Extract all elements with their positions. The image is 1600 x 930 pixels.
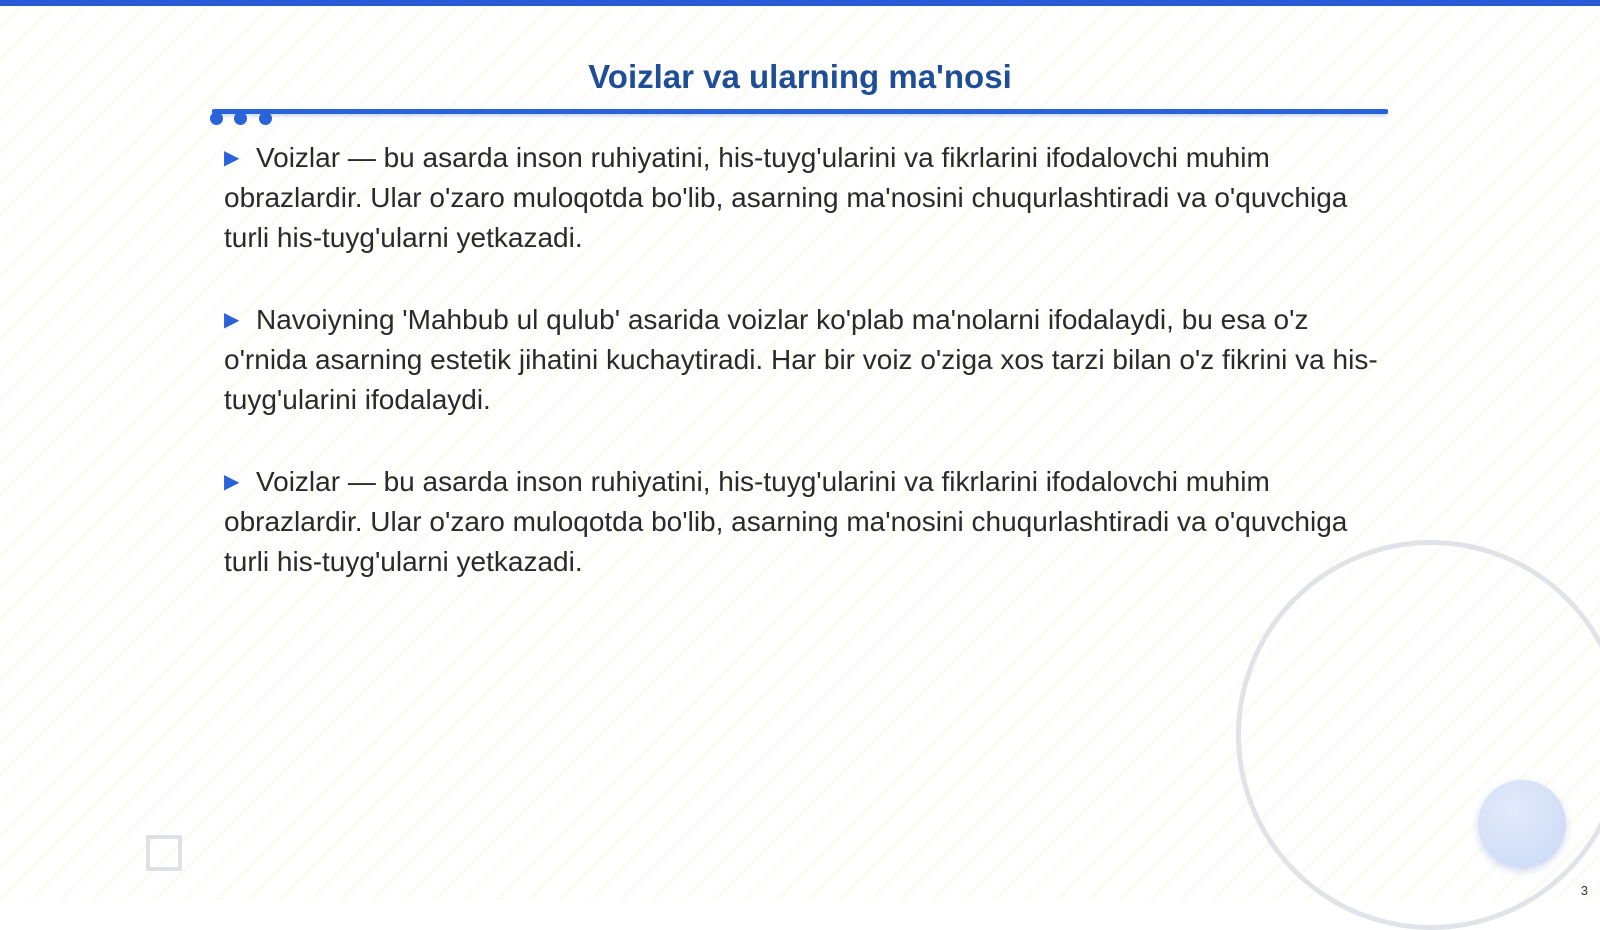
top-accent-bar — [0, 0, 1600, 6]
title-underline — [212, 109, 1388, 114]
triangle-right-icon: ▶ — [224, 471, 240, 493]
bullet-paragraph — [224, 138, 1384, 258]
slide-content — [224, 138, 1384, 624]
triangle-right-icon: ▶ — [224, 147, 240, 169]
underline-dot — [234, 112, 247, 125]
slide-title: Voizlar va ularning ma'nosi — [588, 58, 1012, 95]
underline-dot — [259, 112, 272, 125]
paragraph-text: Voizlar — bu asarda inson ruhiyatini, his-tuyg'ularini va fikrlarini ifodalovchi muhim obrazlardir. Ular o'zaro muloqotda bo'lib, asarning ma'nosini chuqurlashtiradi va o'quvchiga turli his-tuyg'ularni yetkazadi. — [224, 142, 1348, 253]
decorative-circle — [1478, 780, 1566, 868]
page-number: 3 — [1580, 883, 1588, 898]
paragraph-text: Voizlar — bu asarda inson ruhiyatini, his-tuyg'ularini va fikrlarini ifodalovchi muhim obrazlardir. Ular o'zaro muloqotda bo'lib, asarning ma'nosini chuqurlashtiradi va o'quvchiga turli his-tuyg'ularni yetkazadi. — [224, 466, 1348, 577]
triangle-right-icon: ▶ — [224, 309, 240, 331]
decorative-square — [146, 835, 182, 871]
underline-dot — [210, 112, 223, 125]
bullet-paragraph — [224, 462, 1384, 582]
bullet-paragraph — [224, 300, 1384, 420]
paragraph-text: Navoiyning 'Mahbub ul qulub' asarida voizlar ko'plab ma'nolarni ifodalaydi, bu esa o'z o'rnida asarning estetik jihatini kuchaytiradi. Har bir voiz o'ziga xos tarzi bilan o'z fikrini va his-tuyg'ularini ifodalaydi. — [224, 304, 1378, 415]
